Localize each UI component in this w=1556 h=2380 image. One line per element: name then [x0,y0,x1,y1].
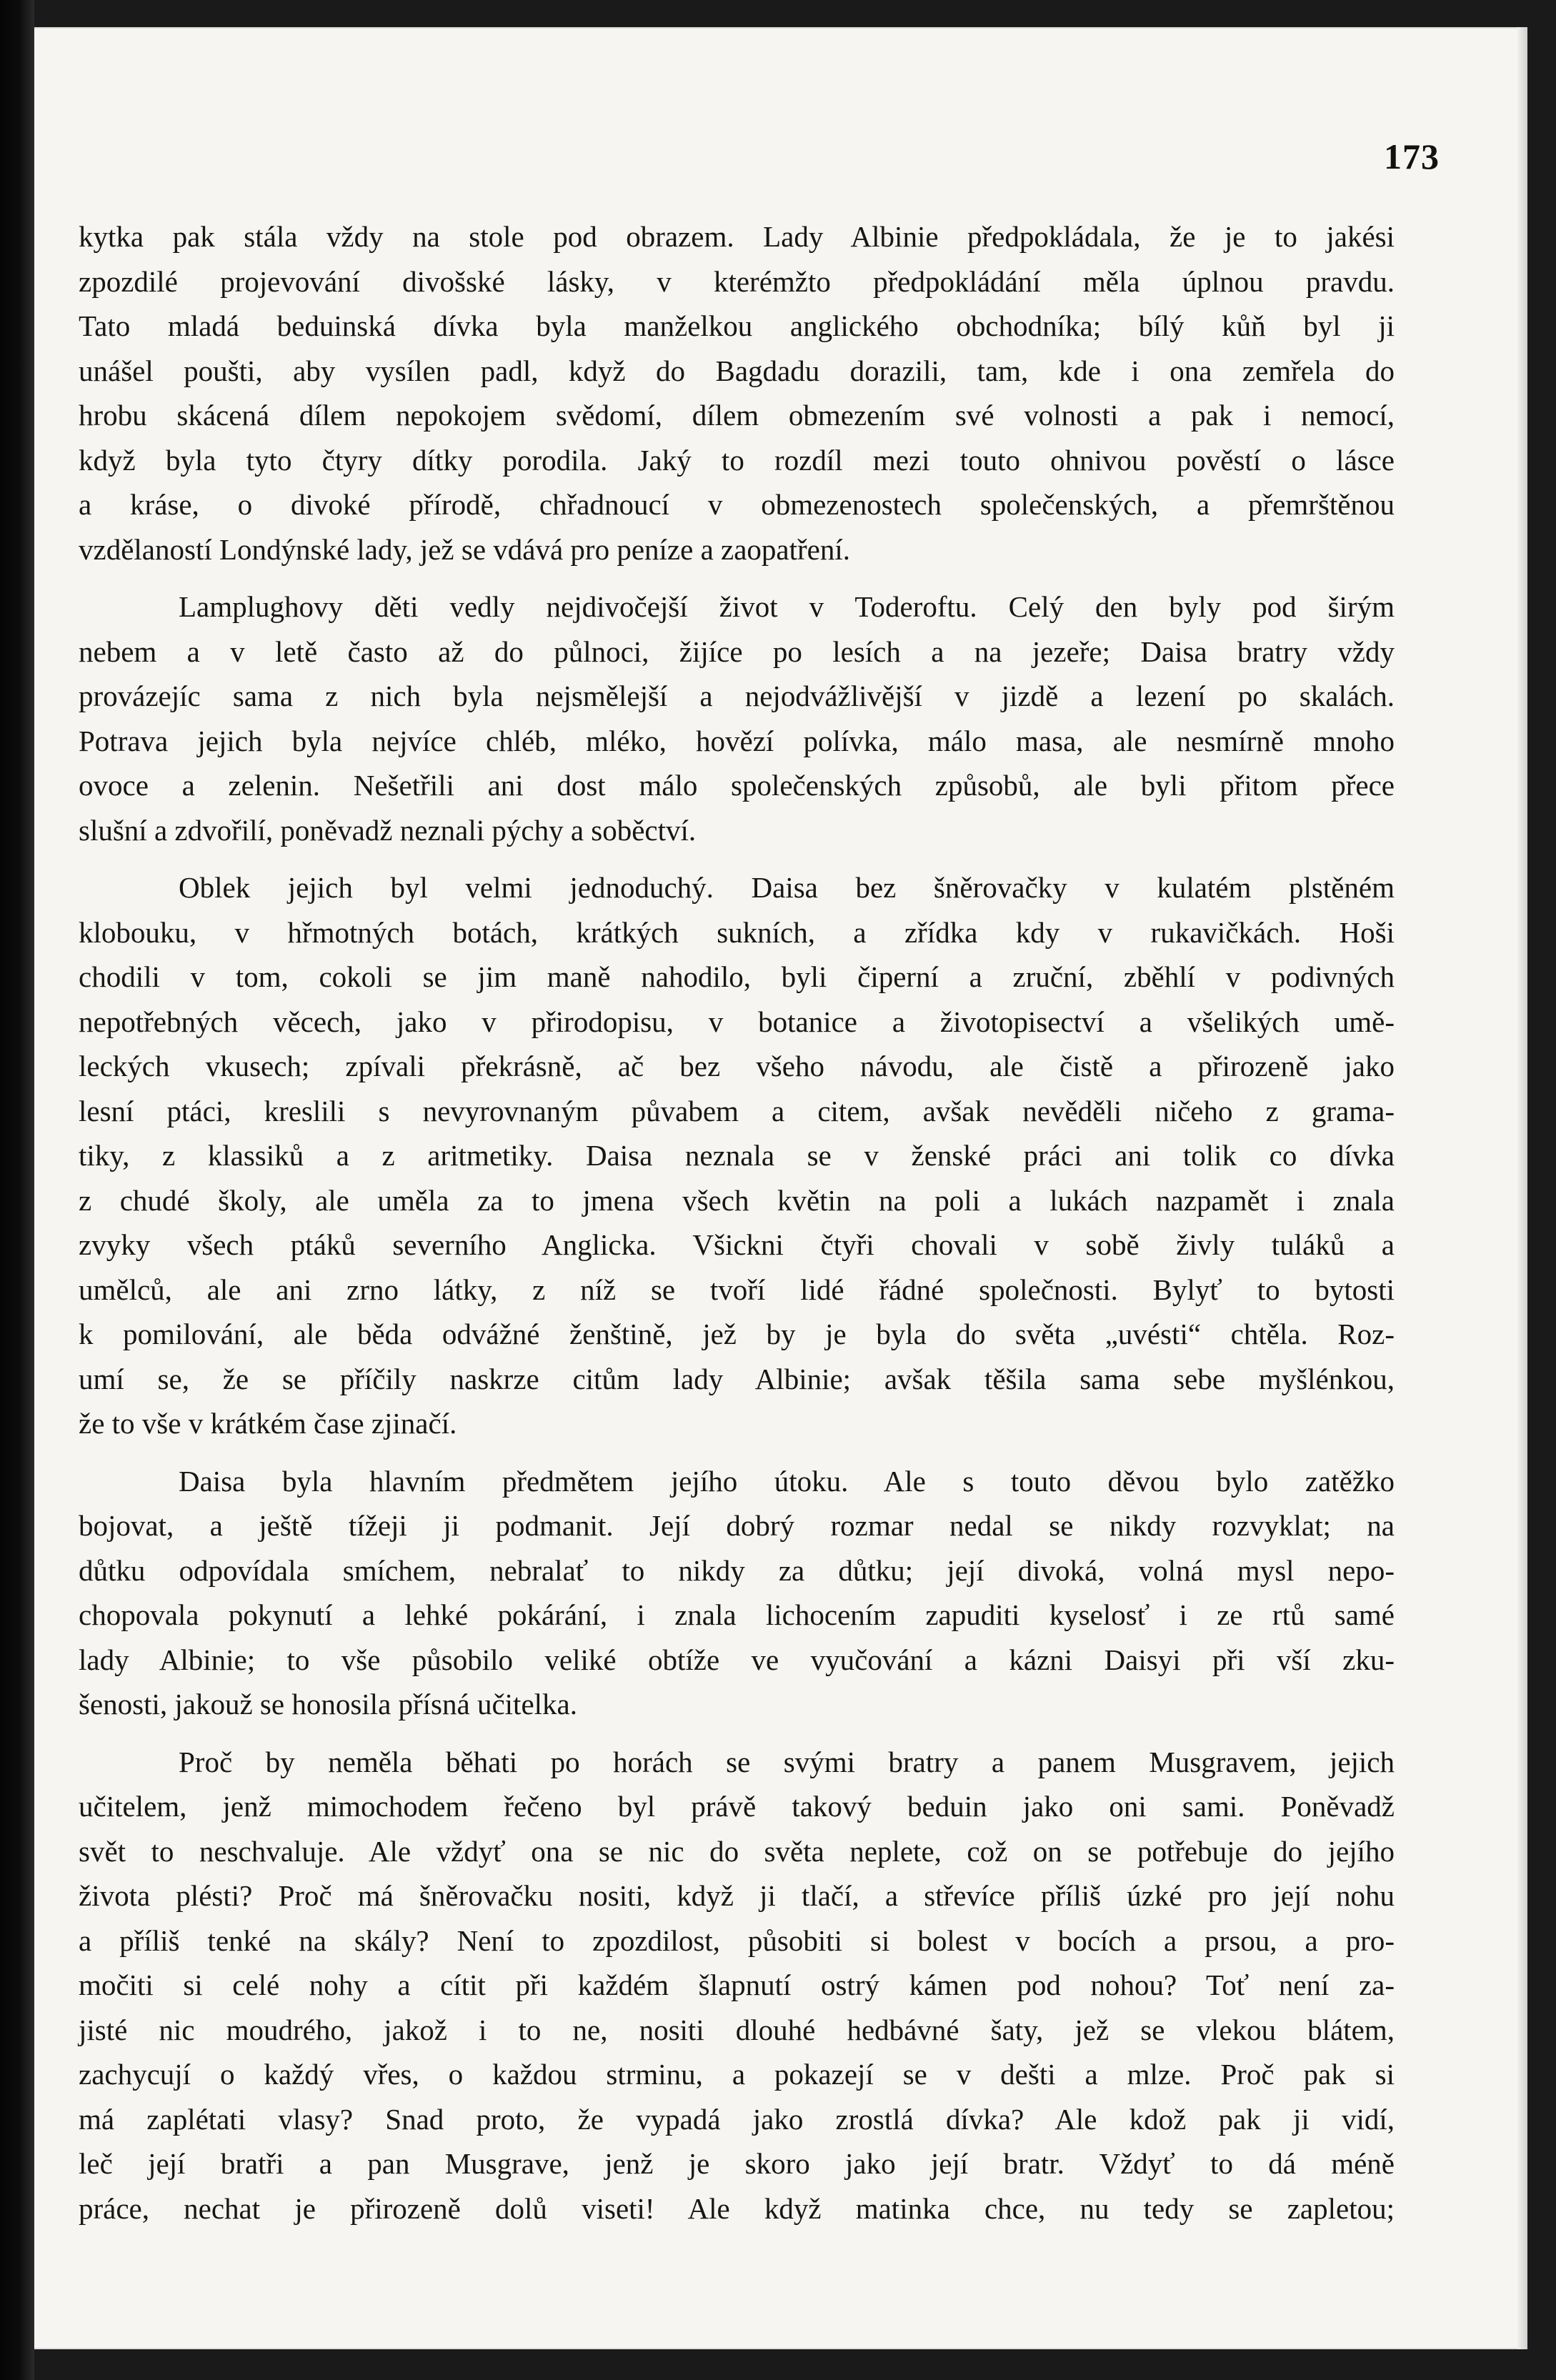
text-line: a kráse, o divoké přírodě, chřadnoucí v obmezenostech společenských, a přemrštěnou [79,488,1395,521]
text-line: močiti si celé nohy a cítit při každém šlapnutí ostrý kámen pod nohou? Toť není za- [79,1968,1395,2001]
paragraph-3 [79,865,1395,1446]
paragraph-1 [79,214,1395,572]
text-line: bojovat, a ještě tížeji ji podmanit. Její dobrý rozmar nedal se nikdy rozvyklat; na [79,1509,1395,1542]
book-binding-edge [0,0,34,2380]
body-text [79,214,1395,2231]
text-line: života plésti? Proč má šněrovačku nositi, když ji tlačí, a střevíce příliš úzké pro její nohu [79,1879,1395,1912]
text-line: důtku odpovídala smíchem, nebralať to nikdy za důtku; její divoká, volná mysl nepo- [79,1553,1395,1587]
text-line: Oblek jejich byl velmi jednoduchý. Daisa bez šněrovačky v kulatém plstěném [179,871,1395,904]
text-line: má zaplétati vlasy? Snad proto, že vypadá jako zrostlá dívka? Ale kdož pak ji vidí, [79,2102,1395,2136]
text-line: chopovala pokynutí a lehké pokárání, i znala lichocením zapuditi kyselosť i ze rtů samé [79,1598,1395,1631]
text-line: práce, nechat je přirozeně dolů viseti! Ale když matinka chce, nu tedy se zapletou; [79,2191,1395,2225]
text-line: nepotřebných věcech, jako v přirodopisu, v botanice a životopisectví a všelikých umě- [79,1005,1395,1038]
text-line: zvyky všech ptáků severního Anglicka. Všickni čtyři chovali v sobě živly tuláků a [79,1228,1395,1261]
text-line: zachycují o každý vřes, o každou strminu, a pokazejí se v dešti a mlze. Proč pak si [79,2058,1395,2091]
text-line: klobouku, v hřmotných botách, krátkých sukních, a zřídka kdy v rukavičkách. Hoši [79,915,1395,949]
text-line: Lamplughovy děti vedly nejdivočejší život v Toderoftu. Celý den byly pod širým [179,590,1395,623]
text-line: zpozdilé projevování divošské lásky, v kterémžto předpokládání měla úplnou pravdu. [79,264,1395,298]
text-line: z chudé školy, ale uměla za to jmena všech květin na poli a lukách nazpamět i znala [79,1183,1395,1217]
paragraph-2 [79,584,1395,852]
text-line: lesní ptáci, kreslili s nevyrovnaným půvabem a citem, avšak nevěděli ničeho z grama- [79,1094,1395,1127]
text-line: Daisa byla hlavním předmětem jejího útoku. Ale s touto děvou bylo zatěžko [179,1464,1395,1498]
text-line: šenosti, jakouž se honosila přísná učitelka. [79,1688,577,1721]
text-line: umělců, ale ani zrno látky, z níž se tvoří lidé řádné společnosti. Bylyť to bytosti [79,1273,1395,1306]
paragraph-5 [79,1740,1395,2231]
text-line: leckých vkusech; zpívali překrásně, ač bez všeho návodu, ale čistě a přirozeně jako [79,1050,1395,1082]
text-line: leč její bratři a pan Musgrave, jenž je skoro jako její bratr. Vždyť to dá méně [79,2147,1395,2180]
page-number: 173 [1384,136,1440,176]
text-line: jisté nic moudrého, jakož i to ne, nositi dlouhé hedbávné šaty, jež se vlekou blátem, [79,2013,1395,2046]
page-right-edge [1517,27,1527,2349]
text-line: lady Albinie; to vše působilo veliké obtíže ve vyučování a kázni Daisyi při vší zku- [79,1643,1395,1676]
text-line: nebem a v letě často až do půlnoci, žijíce po lesích a na jezeře; Daisa bratry vždy [79,634,1395,668]
text-line: svět to neschvaluje. Ale vždyť ona se nic do světa neplete, což on se potřebuje do jejího [79,1834,1395,1868]
text-line: když byla tyto čtyry dítky porodila. Jaký to rozdíl mezi touto ohnivou pověstí o lásce [79,443,1395,477]
text-line: tiky, z klassiků a z aritmetiky. Daisa neznala se v ženské práci ani tolik co dívka [79,1139,1395,1172]
text-line: kytka pak stála vždy na stole pod obrazem. Lady Albinie předpokládala, že je to jakési [79,220,1395,253]
text-line: slušní a zdvořilí, poněvadž neznali pýchy a soběctví. [79,813,697,847]
text-line: umí se, že se příčily naskrze citům lady Albinie; avšak těšila sama sebe myšlénkou, [79,1362,1395,1395]
text-line: že to vše v krátkém čase zjinačí. [79,1407,457,1440]
text-line: Tato mladá beduinská dívka byla manželkou anglického obchodníka; bílý kůň byl ji [79,309,1395,342]
text-line: Proč by neměla běhati po horách se svými bratry a panem Musgravem, jejich [179,1745,1395,1778]
text-line: hrobu skácená dílem nepokojem svědomí, dílem obmezením své volnosti a pak i nemocí, [79,399,1395,432]
text-line: ovoce a zelenin. Nešetřili ani dost málo společenských způsobů, ale byli přitom přece [79,769,1395,802]
text-line: Potrava jejich byla nejvíce chléb, mléko, hovězí polívka, málo masa, ale nesmírně mnoho [79,724,1395,757]
paragraph-4 [79,1459,1395,1727]
text-line: unášel poušti, aby vysílen padl, když do Bagdadu dorazili, tam, kde i ona zemřela do [79,354,1395,387]
text-line: k pomilování, ale běda odvážné ženštině, jež by je byla do světa „uvésti“ chtěla. Roz- [79,1318,1395,1350]
text-line: chodili v tom, cokoli se jim maně nahodilo, byli čiperní a zruční, zběhlí v podivných [79,960,1395,993]
text-line: provázejíc sama z nich byla nejsmělejší a nejodvážlivější v jizdě a lezení po skalách. [79,679,1395,712]
text-line: a příliš tenké na skály? Není to zpozdilost, působiti si bolest v bocích a prsou, a pro- [79,1923,1395,1957]
text-line: učitelem, jenž mimochodem řečeno byl právě takový beduin jako oni sami. Poněvadž [79,1790,1395,1823]
text-line: vzdělaností Londýnské lady, jež se vdává pro peníze a zaopatření. [79,532,850,566]
